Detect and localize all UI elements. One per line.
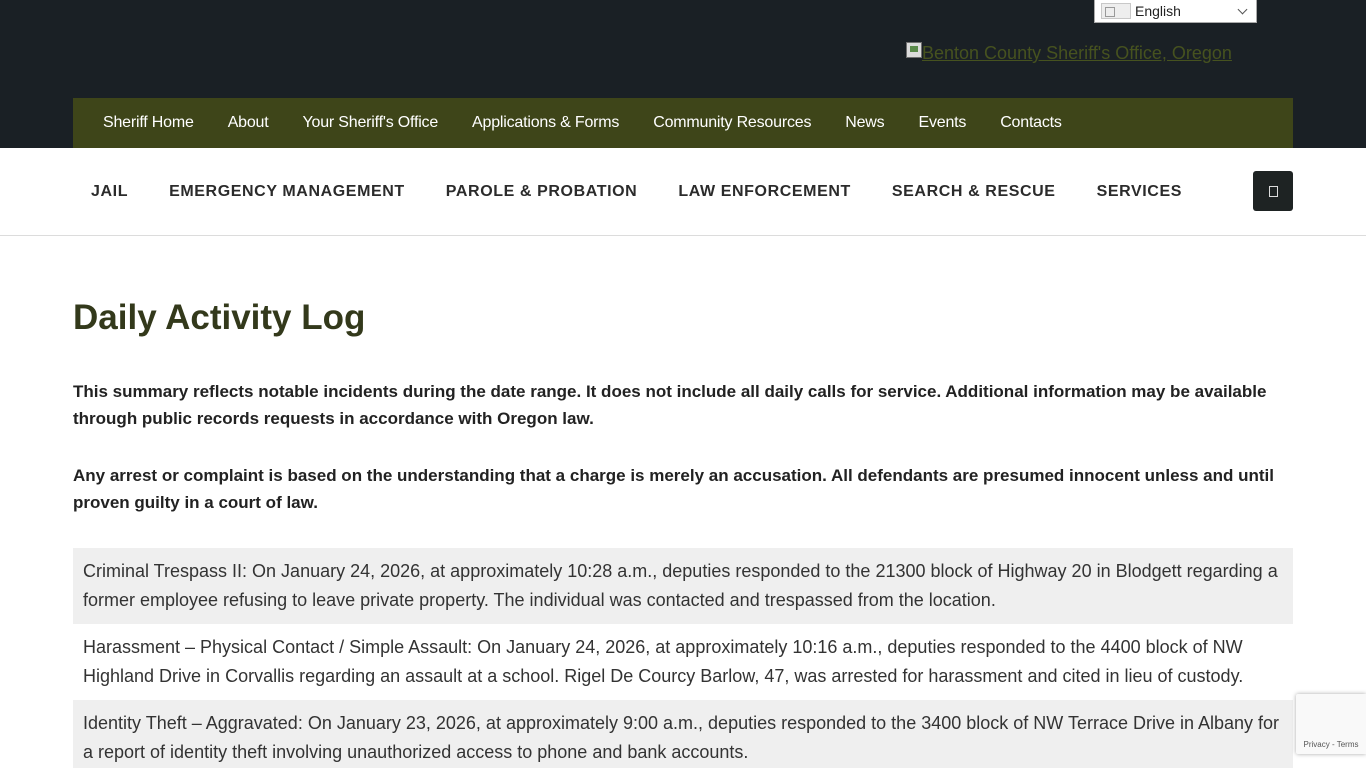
- nav-community-resources[interactable]: Community Resources: [653, 114, 812, 131]
- nav-emergency-management[interactable]: EMERGENCY MANAGEMENT: [169, 183, 405, 200]
- page-title: Daily Activity Log: [73, 298, 366, 337]
- main-content: [73, 236, 1293, 768]
- nav-jail[interactable]: JAIL: [91, 183, 129, 200]
- nav-parole-probation[interactable]: PAROLE & PROBATION: [445, 183, 638, 200]
- nav-about[interactable]: About: [227, 114, 269, 131]
- nav-search-rescue[interactable]: SEARCH & RESCUE: [891, 183, 1056, 200]
- site-logo[interactable]: [906, 42, 1232, 64]
- log-entry: Identity Theft – Aggravated: On January 23, 2026, at approximately 9:00 a.m., deputies responded to the 3400 block of NW Terrace Drive in Albany for a report of identity theft involving unauthorized access to phone and bank accounts.: [73, 700, 1293, 768]
- nav-news[interactable]: News: [845, 114, 885, 131]
- log-entry: Criminal Trespass II: On January 24, 2026, at approximately 10:28 a.m., deputies responded to the 21300 block of Highway 20 in Blodgett regarding a former employee refusing to leave private property. The individual was contacted and trespassed from the location.: [73, 548, 1293, 624]
- recaptcha-links[interactable]: Privacy - Terms: [1303, 740, 1359, 749]
- disclaimer-paragraph: Any arrest or complaint is based on the understanding that a charge is merely an accusation. All defendants are presumed innocent unless and until proven guilty in a court of law.: [73, 466, 1274, 512]
- log-entry: Harassment – Physical Contact / Simple Assault: On January 24, 2026, at approximately 10:16 a.m., deputies responded to the 4400 block of NW Highland Drive in Corvallis regarding an assault at a school. Rigel De Courcy Barlow, 47, was arrested for harassment and cited in lieu of custody.: [83, 637, 1244, 686]
- chevron-down-icon: [1238, 5, 1248, 15]
- nav-contacts[interactable]: Contacts: [1000, 114, 1062, 131]
- activity-log-list: [73, 548, 1293, 768]
- menu-icon: [1269, 186, 1278, 197]
- language-select[interactable]: [1094, 0, 1257, 23]
- nav-events[interactable]: Events: [918, 114, 967, 131]
- nav-sheriff-home[interactable]: Sheriff Home: [103, 114, 194, 131]
- menu-button[interactable]: [1253, 171, 1293, 211]
- flag-icon: [1101, 3, 1131, 19]
- nav-applications-forms[interactable]: Applications & Forms: [472, 114, 620, 131]
- nav-law-enforcement[interactable]: LAW ENFORCEMENT: [678, 183, 851, 200]
- broken-image-icon: [906, 42, 922, 58]
- nav-services[interactable]: SERVICES: [1096, 183, 1183, 200]
- secondary-nav: [0, 148, 1366, 236]
- intro-paragraph: This summary reflects notable incidents during the date range. It does not include all daily calls for service. Additional information may be available through public records requests in accordance with Oregon law.: [73, 382, 1267, 428]
- language-selected: English: [1135, 3, 1181, 19]
- logo-alt-text: Benton County Sheriff's Office, Oregon: [922, 43, 1232, 63]
- recaptcha-badge[interactable]: [1296, 694, 1366, 754]
- nav-your-sheriffs-office[interactable]: Your Sheriff's Office: [302, 114, 439, 131]
- primary-nav: [73, 98, 1293, 148]
